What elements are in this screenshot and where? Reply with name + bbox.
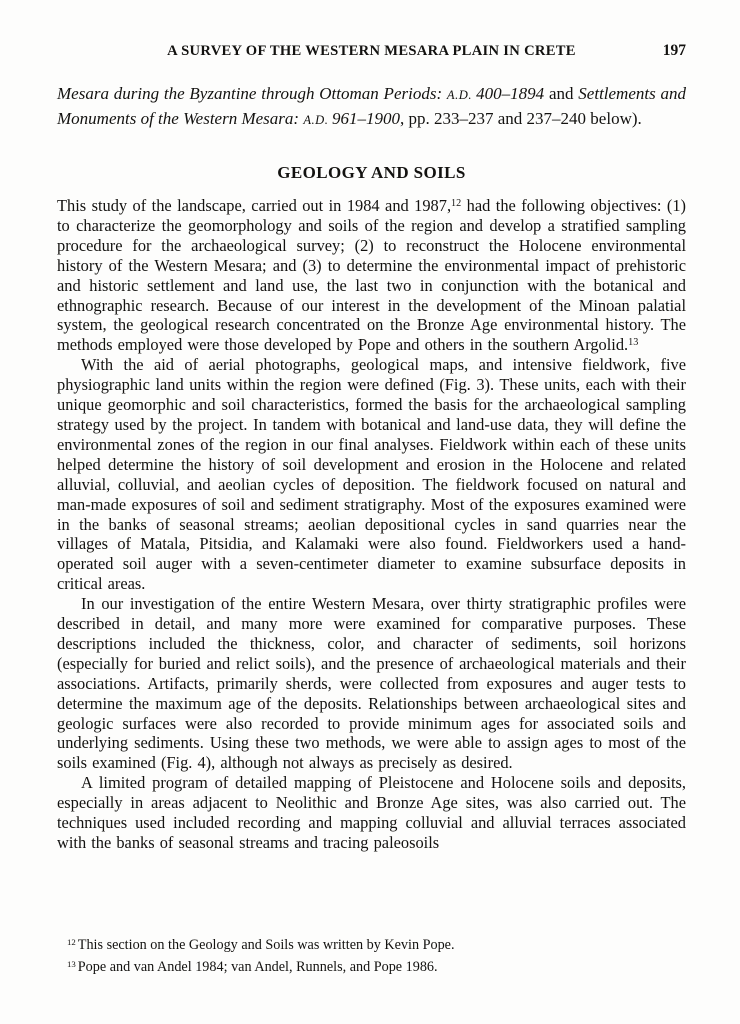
note-roman-segment: , pp. 233–237 and 237–240 below). (400, 109, 642, 128)
footnote-marker: 12 (67, 937, 76, 948)
paragraph-4: A limited program of detailed mapping of Pleistocene and Holocene soils and deposits, especially in areas adjacent to Neolithic and Bronze Age sites, was also carried out. The techniques used included recording and mapping colluvial and alluvial terraces associated with the banks of seasonal streams and tracing paleosoils (57, 773, 686, 852)
note-title-segment: 400–1894 (476, 84, 549, 103)
body-text (57, 196, 686, 853)
section-heading: GEOLOGY AND SOILS (277, 163, 466, 182)
footnote-text: Pope and van Andel 1984; van Andel, Runnels, and Pope 1986. (77, 958, 438, 975)
note-smallcaps-segment: A.D. (446, 88, 477, 102)
footnote-ref-12: 12 (451, 197, 462, 209)
footnote-ref-13: 13 (628, 337, 639, 349)
footnote-13 (57, 957, 686, 979)
running-head (57, 41, 686, 61)
note-roman-segment: and (548, 84, 579, 103)
paragraph-3: In our investigation of the entire Western Mesara, over thirty stratigraphic profiles were described in detail, and many more were examined for comparative purposes. These descriptions included the thickness, color, and character of sediments, soil horizons (especially for buried and relict soils), and the presence of archaeological materials and their associations. Artifacts, primarily sherds, were collected from exposures and auger tests to determine the maximum age of the deposits. Relationships between archaeological sites and geologic surfaces were also recorded to provide minimum ages for associated soils and underlying sediments. Using these two methods, we were able to assign ages to most of the soils examined (Fig. 4), although not always as precisely as desired. (57, 594, 686, 773)
footnotes (57, 935, 686, 978)
running-head-title: A SURVEY OF THE WESTERN MESARA PLAIN IN CRETE (167, 43, 576, 59)
paragraph-2: With the aid of aerial photographs, geological maps, and intensive fieldwork, five physiographic land units within the region were defined (Fig. 3). These units, each with their unique geomorphic and soil characteristics, formed the basis for the archaeological sampling strategy used by the project. In tandem with botanical and land-use data, they will define the environmental zones of the region in our final analyses. Fieldwork within each of these units helped determine the history of soil development and erosion in the Holocene and related alluvial, colluvial, and aeolian cycles of deposition. The fieldwork focused on natural and man-made exposures of soil and sediment stratigraphy. Most of the exposures examined were in the banks of seasonal streams; aeolian depositional cycles in sand quarries near the villages of Matala, Pitsidia, and Kalamaki were also found. Fieldworkers used a hand-operated soil auger with a seven-centimeter diameter to examine subsurface deposits in critical areas. (57, 355, 686, 594)
page-number: 197 (662, 42, 686, 59)
paragraph-text: This study of the landscape, carried out in 1984 and 1987, (57, 196, 452, 215)
note-smallcaps-segment: A.D. (303, 113, 333, 127)
paragraph-1 (57, 196, 686, 355)
note-title-segment: 961–1900 (332, 109, 401, 128)
paragraph-text: had the following objectives: (1) to characterize the geomorphology and soils of the region and develop a stratified sampling procedure for the archaeological survey; (2) to reconstruct the Holocene environmental history of the Western Mesara; and (3) to determine the environmental impact of prehistoric and historic settlement and land use, the last two in conjunction with the botanical and ethnographic research. Because of our interest in the development of the Minoan palatial system, the geological research concentrated on the Bronze Age environmental history. The methods employed were those developed by Pope and others in the southern Argolid. (57, 196, 686, 355)
footnote-12 (57, 935, 686, 957)
footnote-marker: 13 (67, 958, 76, 969)
continuation-note (57, 82, 686, 132)
footnote-text: This section on the Geology and Soils was written by Kevin Pope. (77, 937, 455, 953)
note-title-segment: Mesara during the Byzantine through Ottoman Periods: (57, 84, 447, 103)
note-title-segment: Settlements and Monuments of the Western Mesara: (57, 84, 687, 128)
